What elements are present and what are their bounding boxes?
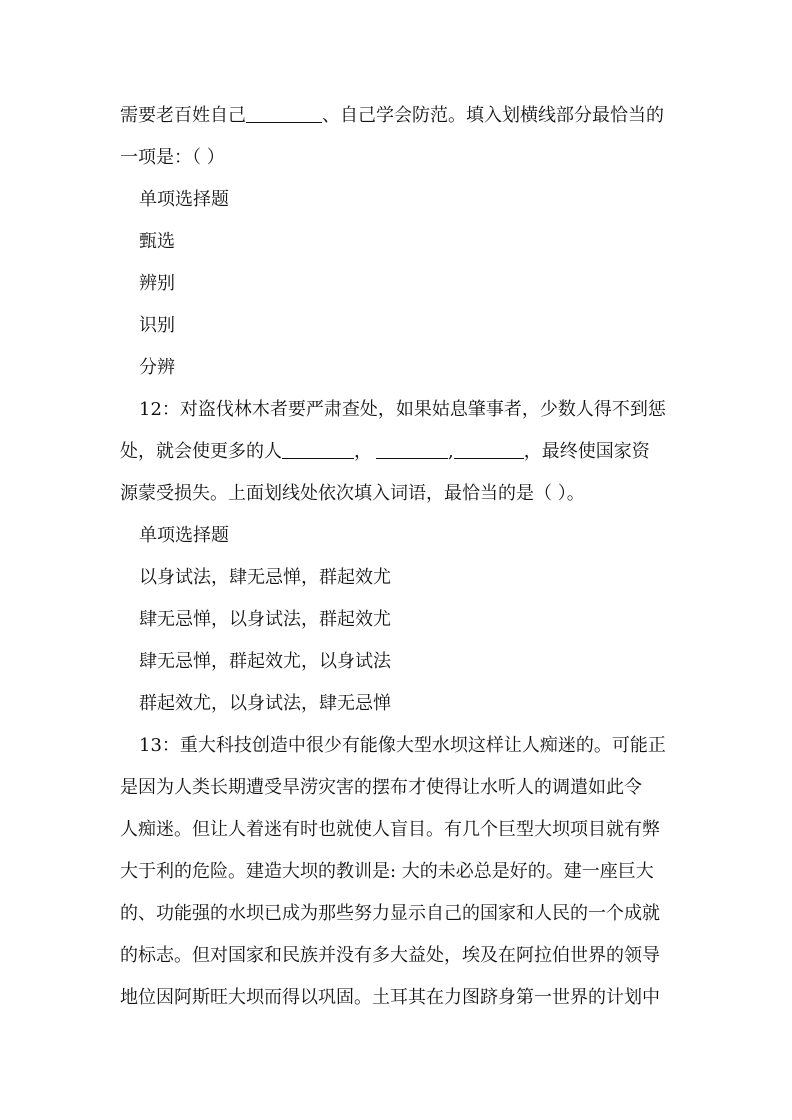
q11-stem-text-after-blank: 、自己学会防范。填入划横线部分最恰当的 bbox=[322, 105, 664, 126]
q12-question-type: 单项选择题 bbox=[139, 525, 229, 546]
q11-option-4[interactable]: 分辨 bbox=[139, 357, 175, 378]
q11-option-2[interactable]: 辨别 bbox=[139, 273, 175, 294]
answer-blank bbox=[246, 102, 322, 123]
q13-paragraph-line-7: 地位因阿斯旺大坝而得以巩固。土耳其在力图跻身第一世界的计划中 bbox=[120, 987, 660, 1008]
q13-paragraph-line-3: 人痴迷。但让人着迷有时也就使人盲目。有几个巨型大坝项目就有弊 bbox=[120, 819, 660, 840]
q11-stem-line-1 bbox=[120, 102, 680, 130]
q12-separator-2: , bbox=[448, 441, 454, 462]
q12-stem-text-a: 处，就会使更多的人 bbox=[120, 441, 282, 462]
q13-paragraph-line-6: 的标志。但对国家和民族并没有多大益处，埃及在阿拉伯世界的领导 bbox=[120, 945, 660, 966]
q11-stem-text-before-blank: 需要老百姓自己 bbox=[120, 105, 246, 126]
q11-question-type: 单项选择题 bbox=[139, 189, 229, 210]
q12-separator-1: ， bbox=[354, 441, 372, 462]
answer-blank-1 bbox=[282, 438, 354, 459]
q12-option-2[interactable]: 肆无忌惮，以身试法，群起效尤 bbox=[139, 609, 391, 630]
q12-option-4[interactable]: 群起效尤，以身试法，肆无忌惮 bbox=[139, 693, 391, 714]
answer-blank-3 bbox=[454, 438, 524, 459]
q11-stem-line-2: 一项是：（ ） bbox=[120, 147, 225, 168]
q13-paragraph-line-5: 的、功能强的水坝已成为那些努力显示自己的国家和人民的一个成就 bbox=[120, 903, 660, 924]
q13-paragraph-line-2: 是因为人类长期遭受旱涝灾害的摆布才使得让水听人的调遣如此令 bbox=[120, 777, 642, 798]
q12-option-1[interactable]: 以身试法，肆无忌惮，群起效尤 bbox=[139, 567, 391, 588]
q12-stem-line-3: 源蒙受损失。上面划线处依次填入词语，最恰当的是（ ）。 bbox=[120, 483, 585, 504]
q11-option-1[interactable]: 甄选 bbox=[139, 231, 175, 252]
q13-paragraph-line-4: 大于利的危险。建造大坝的教训是: 大的未必总是好的。建一座巨大 bbox=[120, 861, 654, 882]
q12-option-3[interactable]: 肆无忌惮，群起效尤，以身试法 bbox=[139, 651, 391, 672]
answer-blank-2 bbox=[376, 438, 448, 459]
q11-option-3[interactable]: 识别 bbox=[139, 315, 175, 336]
q12-stem-line-2 bbox=[120, 438, 680, 466]
q12-stem-text-end: ，最终使国家资 bbox=[523, 441, 650, 462]
q12-stem-line-1: 12：对盗伐林木者要严肃查处，如果姑息肇事者，少数人得不到惩 bbox=[139, 399, 666, 420]
q13-paragraph-line-1: 13：重大科技创造中很少有能像大型水坝这样让人痴迷的。可能正 bbox=[139, 735, 666, 756]
